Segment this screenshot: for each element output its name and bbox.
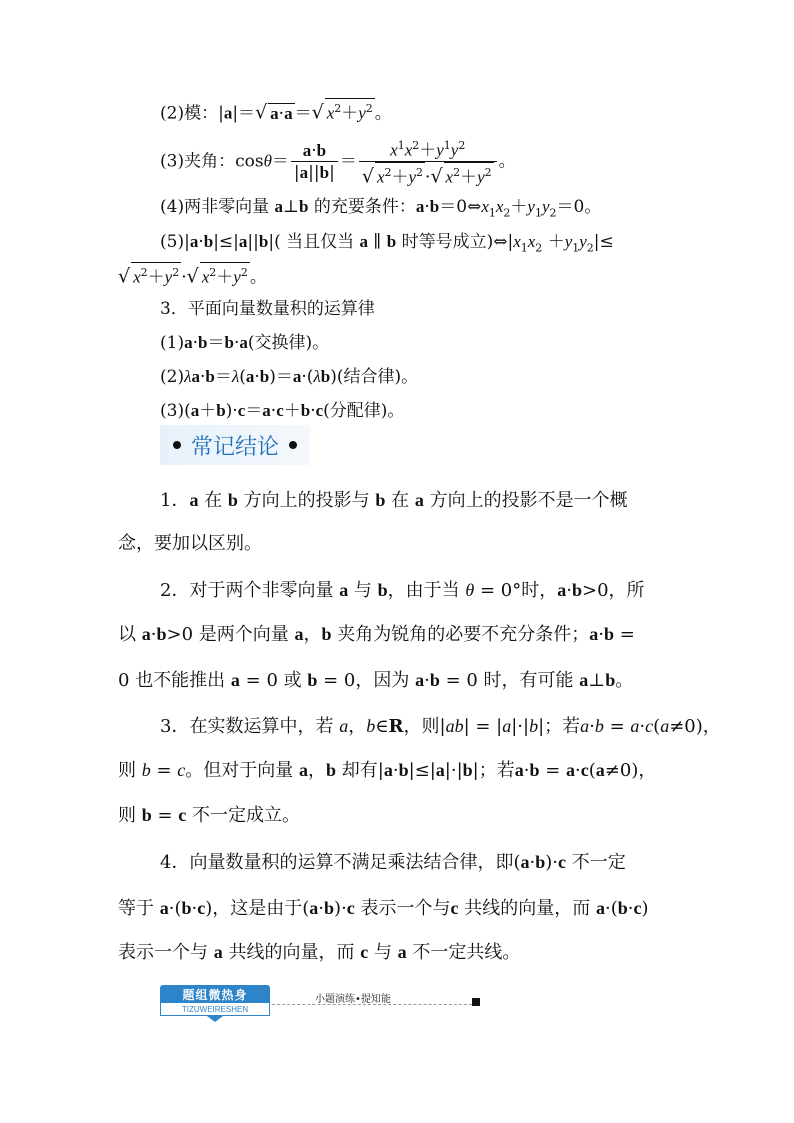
conclusion-3: 3．在实数运算中，若 a，b∈R，则|ab| = |a|·|b|；若a·b = a·c(a≠0)， [160, 716, 721, 737]
banner-title: 常记结论 [190, 434, 279, 460]
conclusion-4-cont2: 表示一个与 a 共线的向量，而 c 与 a 不一定共线。 [118, 942, 521, 963]
section-banner [160, 425, 310, 465]
square-end-icon [472, 998, 480, 1006]
conclusion-3-cont2: 则 b = c 不一定成立。 [118, 805, 301, 826]
item-inequality: (5)|a·b|≤|a||b|( 当且仅当 a ∥ b 时等号成立)$\Leftrightarrow|x_1x_2 +y_1y_2|\le$ [160, 232, 614, 255]
conclusion-2-cont: 以 a·b>0 是两个向量 a，b 夹角为锐角的必要不充分条件；a·b = [118, 624, 635, 645]
item-angle: (3)夹角：cosθ＝ $\frac{a\cdot b}{|a||b|}$ ＝ $\frac{x^1x^2+y^1y^2}{√ x^2+y^2 \cdot√ x^2+y^2}$ 。 [160, 136, 516, 188]
badge-pointer-icon [207, 1016, 223, 1022]
section-badge [160, 985, 270, 1019]
conclusion-3-cont: 则 b = c。但对于向量 a，b 却有|a·b|≤|a|·|b|；若a·b = a·c(a≠0)， [118, 760, 657, 781]
item-modulus: (2)模：|a|＝√ a·a ＝√ $x^2+y^2$ 。 [160, 98, 392, 126]
bullet-dot-icon [289, 441, 297, 449]
conclusion-4-cont: 等于 a·(b·c)，这是由于(a·b)·c 表示一个与c 共线的向量，而 a·(b·c) [118, 898, 649, 919]
conclusion-2-cont2: 0 也不能推出 a = 0 或 b = 0，因为 a·b = 0 时，有可能 a⊥b。 [118, 670, 634, 691]
badge-title: 题组微热身 [160, 985, 270, 1003]
conclusion-1: 1．a 在 b 方向上的投影与 b 在 a 方向上的投影不是一个概 [160, 490, 628, 511]
conclusion-2: 2．对于两个非零向量 a 与 b，由于当 θ = 0°时，a·b>0，所 [160, 580, 645, 601]
law-distributive: (3)(a＋b)·c＝a·c＋b·c(分配律)。 [160, 401, 405, 421]
conclusion-4: 4．向量数量积的运算不满足乘法结合律，即(a·b)·c 不一定 [160, 852, 626, 873]
item-perpendicular: (4)两非零向量 a⊥b 的充要条件：$a\cdot b=0\Leftrightarrow x_1x_2+y_1y_2=0$。 [160, 197, 602, 220]
law-associative: (2)λa·b＝λ(a·b)＝a·(λb)(结合律)。 [160, 367, 419, 387]
conclusion-1-cont: 念，要加以区别。 [118, 533, 262, 554]
bullet-dot-icon [173, 441, 181, 449]
badge-subtitle: 小题演练•提知能 [315, 994, 391, 1005]
item-inequality-cont: √ $x^2+y^2$ ·√ $x^2+y^2$ 。 [118, 262, 267, 290]
badge-pinyin: TIZUWEIRESHEN [160, 1003, 270, 1016]
heading-laws: 3．平面向量数量积的运算律 [160, 299, 375, 319]
law-commutative: (1)a·b＝b·a(交换律)。 [160, 333, 330, 353]
